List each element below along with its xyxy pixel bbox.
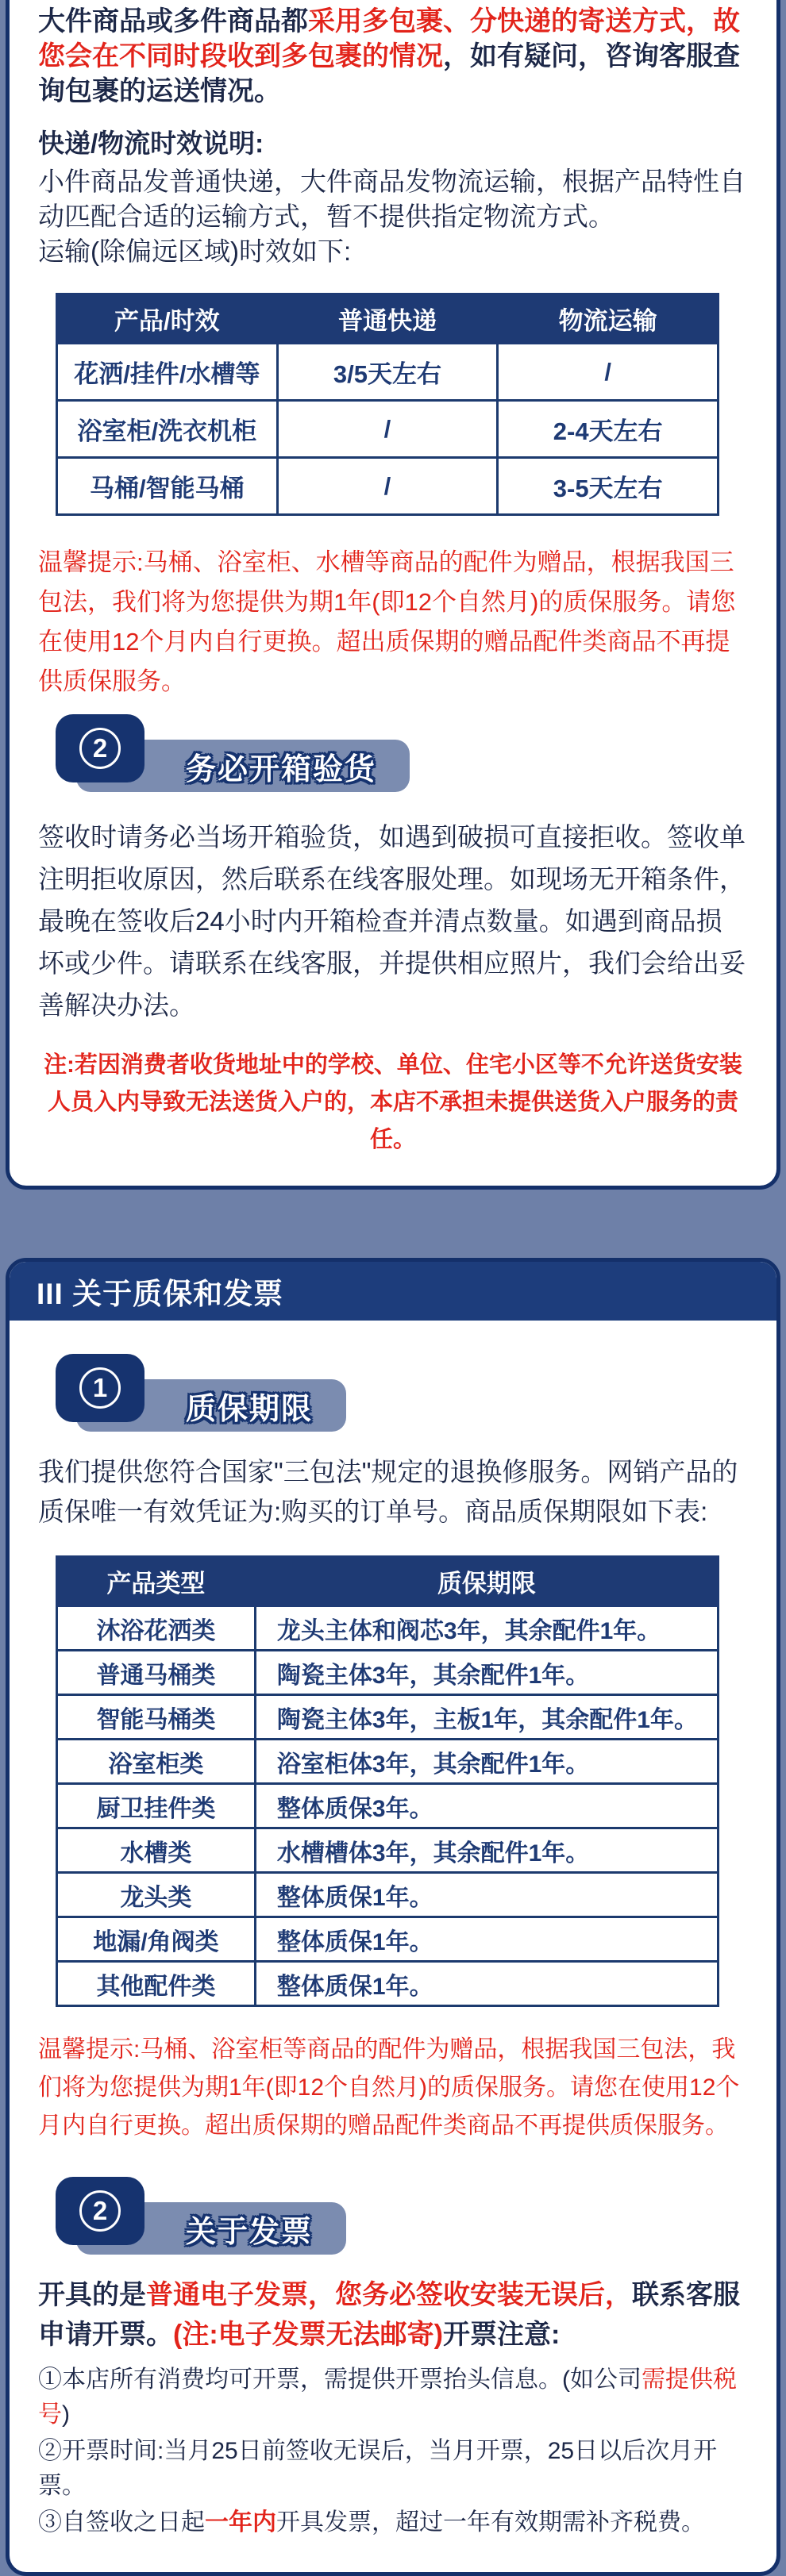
invoice-prefix: 开具的是: [38, 2280, 146, 2310]
note3-suffix: 开具发票，超过一年有效期需补齐税费。: [276, 2509, 705, 2536]
table-row: [57, 1606, 719, 1651]
table-row: [57, 1784, 719, 1828]
circled-number-icon: 1: [79, 1367, 121, 1409]
note3-red: 一年内: [205, 2509, 276, 2536]
inspection-paragraph: 签收时请务必当场开箱验货，如遇到破损可直接拒收。签收单注明拒收原因，然后联系在线客服处理。如现场无开箱条件，最晚在签收后24小时内开箱检查并清点数量。如遇到商品损坏或少件。请联系在线客服，并提供相应照片，我们会给出妥善解决办法。: [38, 822, 746, 1020]
cell-category: 其他配件类: [57, 1962, 256, 2006]
cell-warranty: 整体质保1年。: [255, 1962, 718, 2006]
invoice-main-line: [38, 2275, 748, 2355]
invoice-notice-label: 开票注意:: [442, 2320, 561, 2350]
badge-about-invoice: [38, 2177, 748, 2256]
cell-category: 水槽类: [57, 1828, 256, 1873]
col-header-product: 产品/时效: [57, 294, 278, 344]
badge-label: 关于发票: [76, 2202, 346, 2255]
cell-category: 龙头类: [57, 1873, 256, 1917]
invoice-note-3: [38, 2505, 748, 2540]
cell-category: 智能马桶类: [57, 1695, 256, 1740]
col-header-express: 普通快递: [277, 294, 498, 344]
cell-warranty: 整体质保1年。: [255, 1917, 718, 1962]
invoice-no-mail-note: (注:电子发票无法邮寄): [173, 2320, 443, 2350]
cell-product: 花洒/挂件/水槽等: [57, 344, 278, 401]
col-header-category: 产品类型: [57, 1557, 256, 1606]
cell-freight: /: [498, 344, 719, 401]
note3-prefix: ③自签收之日起: [38, 2509, 205, 2536]
cell-warranty: 浴室柜体3年，其余配件1年。: [255, 1740, 718, 1784]
cell-warranty: 整体质保3年。: [255, 1784, 718, 1828]
badge-label: 质保期限: [76, 1379, 346, 1432]
intro-prefix: 大件商品或多件商品都: [38, 6, 308, 37]
badge-warranty-period: [38, 1354, 748, 1433]
circled-number-icon: 2: [79, 728, 121, 769]
table-row: [57, 1917, 719, 1962]
table-row: [57, 344, 719, 401]
cell-warranty: 陶瓷主体3年，其余配件1年。: [255, 1651, 718, 1695]
shipping-time-table: [56, 293, 719, 516]
cell-express: /: [277, 458, 498, 515]
invoice-notes: [38, 2363, 748, 2540]
warranty-invoice-card: [6, 1258, 780, 2576]
cell-category: 普通马桶类: [57, 1651, 256, 1695]
badge-number-box: [56, 714, 144, 782]
cell-warranty: 陶瓷主体3年，主板1年，其余配件1年。: [255, 1695, 718, 1740]
shipping-desc-line2: 运输(除偏远区域)时效如下:: [38, 236, 352, 266]
table-header-row: [57, 1557, 719, 1606]
invoice-red-emphasis: 普通电子发票，您务必签收安装无误后，: [146, 2280, 632, 2310]
table-row: [57, 458, 719, 515]
note1-prefix: ①本店所有消费均可开票，需提供开票抬头信息。(如公司: [38, 2366, 642, 2393]
table-row: [57, 1740, 719, 1784]
warranty-card-body: [10, 1321, 776, 2572]
cell-product: 浴室柜/洗衣机柜: [57, 401, 278, 458]
cell-warranty: 水槽槽体3年，其余配件1年。: [255, 1828, 718, 1873]
shipping-desc: [38, 164, 748, 269]
invoice-note-2: ②开票时间:当月25日前签收无误后，当月开票，25日以后次月开票。: [38, 2438, 718, 2499]
section-title: III 关于质保和发票: [37, 1278, 284, 1310]
table-row: [57, 1651, 719, 1695]
invoice-note-1: [38, 2363, 748, 2432]
cell-category: 地漏/角阀类: [57, 1917, 256, 1962]
invoice-suffix: 联系客服申请开票。: [38, 2280, 740, 2350]
cell-express: /: [277, 401, 498, 458]
circled-number-icon: 2: [79, 2190, 121, 2232]
col-header-warranty: 质保期限: [255, 1557, 718, 1606]
shipping-subtitle: 快递/物流时效说明:: [38, 129, 264, 158]
warranty-period-table: [56, 1555, 719, 2007]
gift-parts-tip: 温馨提示:马桶、浴室柜、水槽等商品的配件为赠品，根据我国三包法，我们将为您提供为期1年(即12个自然月)的质保服务。请您在使用12个月内自行更换。超出质保期的赠品配件类商品不再提供质保服务。: [38, 548, 736, 695]
warranty-gift-parts-tip: 温馨提示:马桶、浴室柜等商品的配件为赠品，根据我国三包法，我们将为您提供为期1年(即12个自然月)的质保服务。请您在使用12个月内自行更换。超出质保期的赠品配件类商品不再提供质保服务。: [38, 2036, 740, 2139]
table-header-row: [57, 294, 719, 344]
cell-express: 3/5天左右: [277, 344, 498, 401]
shipping-desc-line1: 小件商品发普通快递，大件商品发物流运输，根据产品特性自动匹配合适的运输方式，暂不提供指定物流方式。: [38, 167, 746, 231]
intro-suffix: ，如有疑问，咨询客服查询包裹的运送情况。: [38, 41, 740, 106]
cell-warranty: 整体质保1年。: [255, 1873, 718, 1917]
delivery-access-note: 注:若因消费者收货地址中的学校、单位、住宅小区等不允许送货安装人员入内导致无法送货入户的，本店不承担未提供送货入户服务的责任。: [44, 1052, 742, 1152]
badge-label: 务必开箱验货: [76, 740, 410, 792]
cell-product: 马桶/智能马桶: [57, 458, 278, 515]
table-row: [57, 1695, 719, 1740]
cell-category: 沐浴花洒类: [57, 1606, 256, 1651]
table-row: [57, 401, 719, 458]
cell-freight: 3-5天左右: [498, 458, 719, 515]
badge-number-box: [56, 1354, 144, 1422]
col-header-freight: 物流运输: [498, 294, 719, 344]
cell-category: 厨卫挂件类: [57, 1784, 256, 1828]
cell-freight: 2-4天左右: [498, 401, 719, 458]
cell-warranty: 龙头主体和阀芯3年，其余配件1年。: [255, 1606, 718, 1651]
table-row: [57, 1962, 719, 2006]
table-row: [57, 1873, 719, 1917]
badge-open-box-inspection: [38, 714, 748, 794]
multi-package-intro: [38, 4, 748, 109]
table-row: [57, 1828, 719, 1873]
note1-red: 需提供税号: [38, 2366, 737, 2428]
warranty-desc: 我们提供您符合国家"三包法"规定的退换修服务。网销产品的质保唯一有效凭证为:购买的订单号。商品质保期限如下表:: [38, 1457, 738, 1526]
shipping-card: [6, 0, 780, 1190]
section-header-band: [10, 1262, 776, 1321]
intro-highlight: 采用多包裹、分快递的寄送方式，故您会在不同时段收到多包裹的情况: [38, 6, 740, 71]
badge-number-box: [56, 2177, 144, 2245]
cell-category: 浴室柜类: [57, 1740, 256, 1784]
note1-suffix: ): [62, 2401, 70, 2428]
